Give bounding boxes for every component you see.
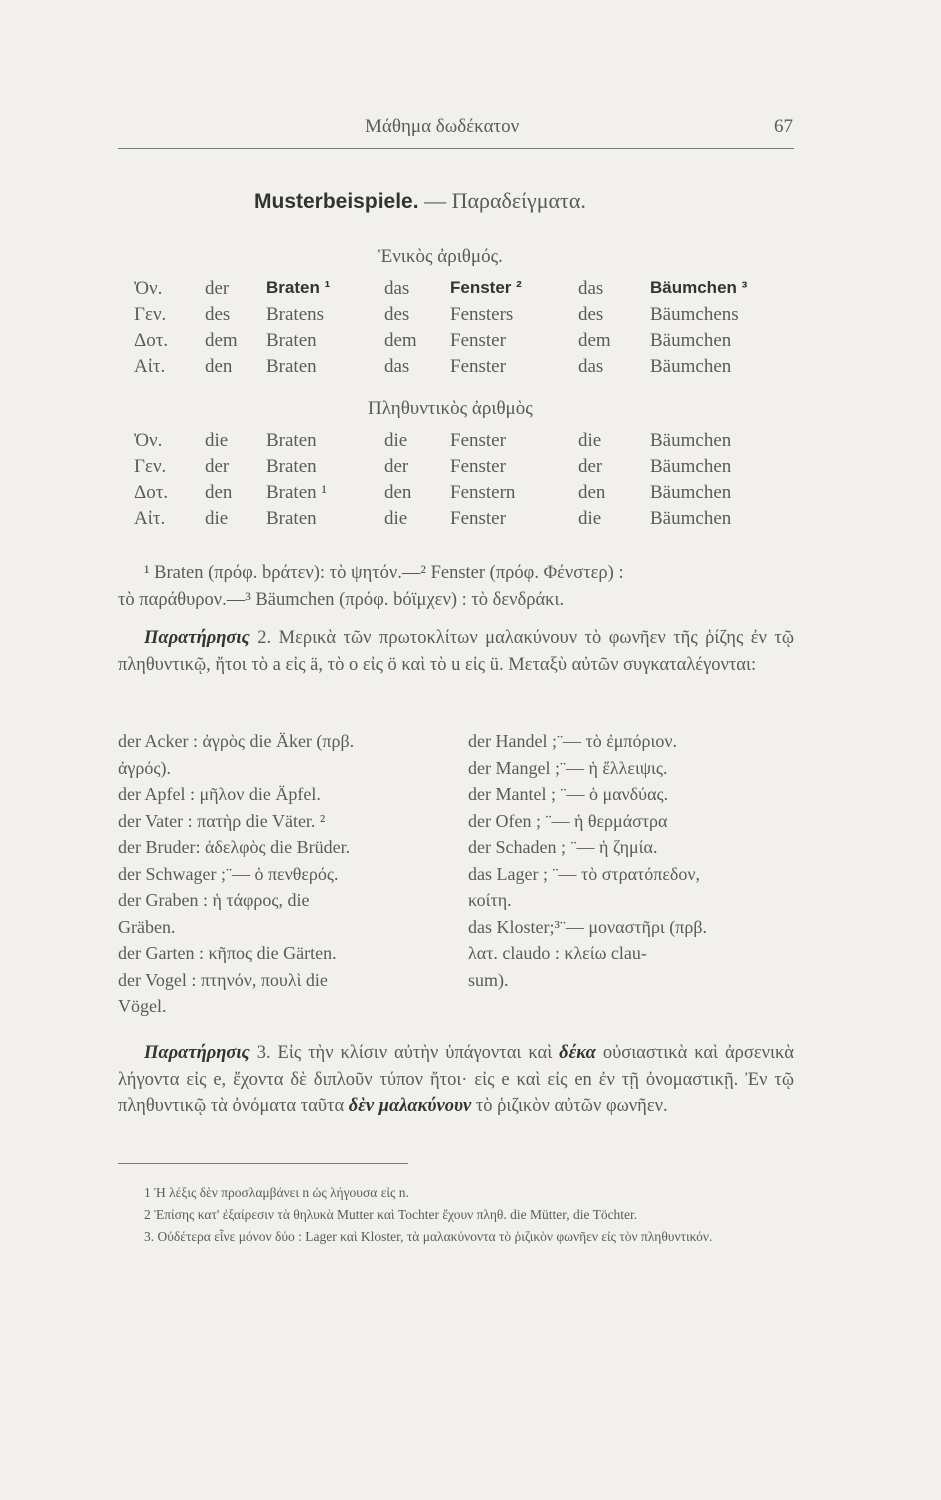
word-list-line: der Mantel ; ¨— ὁ μανδύας.	[468, 784, 669, 804]
singular-label: Ἑνικὸς ἀριθμός.	[378, 246, 503, 267]
declension-cell: das	[384, 278, 410, 299]
case-label: Ὀν.	[134, 430, 163, 451]
declension-cell: Fenster ²	[450, 278, 522, 297]
declension-cell: Bäumchen	[650, 330, 732, 351]
word-list-line: der Apfel : μῆλον die Äpfel.	[118, 784, 321, 804]
remark-text: 3. Εἰς τὴν κλίσιν αὐτὴν ὑπάγονται καὶ	[249, 1043, 560, 1063]
word-list-line: der Vater : πατὴρ die Väter. ²	[118, 810, 326, 831]
declension-cell: das	[578, 278, 604, 299]
case-label: Δοτ.	[134, 330, 169, 351]
word-list-line: der Vogel : πτηνόν, πουλὶ die	[118, 969, 328, 990]
remark-text: 2. Μερικὰ τῶν πρωτοκλίτων μαλακύνουν τὸ φωνῆεν τῆς ῥίζης ἐν τῷ πληθυντικῷ, ἤτοι τὸ a εἰς ä, τὸ o εἰς ö καὶ τὸ u εἰς ü. Μεταξὺ αὐτῶν συγκαταλέγονται:	[118, 628, 794, 675]
declension-cell: Bäumchen	[650, 508, 732, 529]
declension-cell: dem	[205, 330, 238, 351]
remark-text: οὐσιαστικὰ καὶ ἀρσενικὰ λήγοντα εἰς e, ἔχοντα δὲ διπλοῦν τύπον ἤτοι· εἰς e καὶ εἰς en ἐν τῇ ὀνομαστικῇ. Ἐν τῷ πληθυντικῷ τὰ ὀνόματα ταῦτα	[118, 1043, 795, 1116]
remark-3	[118, 1040, 794, 1120]
declension-cell: das	[384, 356, 410, 377]
declension-cell: den	[205, 482, 233, 503]
declension-cell: Bäumchen	[650, 430, 732, 451]
remark-text: τὸ ῥιζικὸν αὐτῶν φωνῆεν.	[471, 1096, 668, 1116]
word-list-line: ἀγρός).	[118, 757, 171, 778]
declension-cell: Bäumchen	[650, 356, 732, 377]
word-list-line: der Ofen ; ¨— ἡ θερμάστρα	[468, 810, 668, 831]
page-number: 67	[774, 116, 793, 137]
declension-cell: die	[384, 508, 408, 529]
remark-label: Παρατήρησις	[144, 1043, 250, 1063]
heading-greek: — Παραδείγματα.	[424, 188, 586, 213]
word-list-line: λατ. claudo : κλείω clau-	[468, 943, 647, 963]
case-label: Γεν.	[134, 456, 167, 477]
footnote: 2 Ἐπίσης κατ' ἐξαίρεσιν τὰ θηλυκὰ Mutter καὶ Tochter ἔχουν πληθ. die Mütter, die Töchter.	[144, 1207, 638, 1222]
declension-cell: den	[205, 356, 233, 377]
declension-cell: des	[578, 304, 604, 325]
declension-cell: Bäumchen ³	[650, 278, 748, 297]
declension-cell: dem	[578, 330, 611, 351]
declension-cell: Fenster	[450, 330, 506, 351]
declension-cell: dem	[384, 330, 417, 351]
word-list-right	[468, 728, 707, 993]
declension-cell: Braten	[266, 456, 317, 477]
declension-cell: den	[578, 482, 606, 503]
declension-cell: die	[205, 508, 229, 529]
emphasis: δέκα	[559, 1043, 596, 1063]
running-header-title: Μάθημα δωδέκατον	[365, 116, 520, 137]
case-label: Αἰτ.	[134, 508, 166, 529]
remark-2	[118, 625, 794, 678]
word-list-line: der Schaden ; ¨— ἡ ζημία.	[468, 837, 658, 857]
header-rule	[118, 148, 794, 149]
case-label: Αἰτ.	[134, 356, 166, 377]
word-list-line: der Handel ;¨— τὸ ἐμπόριον.	[468, 731, 677, 751]
remark-label: Παρατήρησις	[144, 628, 250, 648]
word-list-line: κοίτη.	[468, 890, 512, 910]
declension-cell: Braten ¹	[266, 278, 331, 297]
declension-cell: Fenster	[450, 430, 506, 451]
declension-cell: der	[205, 278, 230, 299]
word-list-line: Vögel.	[118, 996, 167, 1016]
case-label: Ὀν.	[134, 278, 163, 299]
table-notes	[118, 560, 794, 613]
word-list-line: sum).	[468, 969, 509, 990]
declension-cell: der	[384, 456, 409, 477]
word-list-line: das Kloster;³¨— μοναστῆρι (πρβ.	[468, 916, 707, 937]
declension-cell: des	[205, 304, 231, 325]
footnote-rule	[118, 1163, 408, 1164]
case-label: Δοτ.	[134, 482, 169, 503]
declension-cell: die	[578, 430, 602, 451]
declension-cell: Fenster	[450, 508, 506, 529]
word-list-line: der Graben : ἡ τάφρος, die	[118, 890, 310, 910]
declension-cell: Fenster	[450, 356, 506, 377]
word-list-line: der Garten : κῆπος die Gärten.	[118, 943, 337, 963]
case-label: Γεν.	[134, 304, 167, 325]
declension-cell: Braten	[266, 430, 317, 451]
word-list-left	[118, 728, 354, 1020]
declension-cell: die	[578, 508, 602, 529]
declension-cell: Fensters	[450, 304, 514, 325]
declension-cell: Braten ¹	[266, 482, 328, 503]
declension-cell: des	[384, 304, 410, 325]
declension-cell: das	[578, 356, 604, 377]
declension-cell: die	[384, 430, 408, 451]
footnote: 3. Οὐδέτερα εἶνε μόνον δύο : Lager καὶ Kloster, τὰ μαλακύνοντα τὸ ῥιζικὸν φωνῆεν εἰς τὸν πληθυντικόν.	[144, 1229, 713, 1244]
word-list-line: der Acker : ἀγρὸς die Äker (πρβ.	[118, 731, 355, 751]
word-list-line: der Mangel ;¨— ἡ ἔλλειψις.	[468, 757, 668, 778]
footnote: 1 Ἡ λέξις δὲν προσλαμβάνει n ὡς λήγουσα εἰς n.	[144, 1185, 409, 1200]
declension-cell: der	[578, 456, 603, 477]
note-line: ¹ Braten (πρόφ. bράτεν): τὸ ψητόν.—² Fenster (πρόφ. Φένστερ) :	[144, 563, 624, 583]
declension-cell: Bratens	[266, 304, 325, 325]
declension-cell: Fenstern	[450, 482, 516, 503]
footnotes	[118, 1182, 794, 1248]
emphasis: δὲν μαλακύνουν	[348, 1096, 472, 1116]
note-line: τὸ παράθυρον.—³ Bäumchen (πρόφ. bόϊμχεν) : τὸ δενδράκι.	[118, 589, 565, 610]
word-list-line: das Lager ; ¨— τὸ στρατόπεδον,	[468, 863, 701, 884]
word-list-line: der Schwager ;¨— ὁ πενθερός.	[118, 863, 339, 884]
declension-cell: Braten	[266, 330, 317, 351]
word-list-line: Gräben.	[118, 916, 176, 937]
declension-cell: Bäumchen	[650, 456, 732, 477]
declension-cell: Bäumchen	[650, 482, 732, 503]
declension-cell: die	[205, 430, 229, 451]
declension-cell: Braten	[266, 508, 317, 529]
declension-cell: Bäumchens	[650, 304, 739, 325]
declension-cell: Braten	[266, 356, 317, 377]
declension-cell: den	[384, 482, 412, 503]
section-heading	[254, 188, 586, 214]
heading-german: Musterbeispiele.	[254, 190, 419, 213]
plural-label: Πληθυντικὸς ἀριθμὸς	[368, 398, 533, 419]
declension-cell: der	[205, 456, 230, 477]
word-list-line: der Bruder: ἀδελφὸς die Brüder.	[118, 837, 351, 857]
declension-cell: Fenster	[450, 456, 506, 477]
